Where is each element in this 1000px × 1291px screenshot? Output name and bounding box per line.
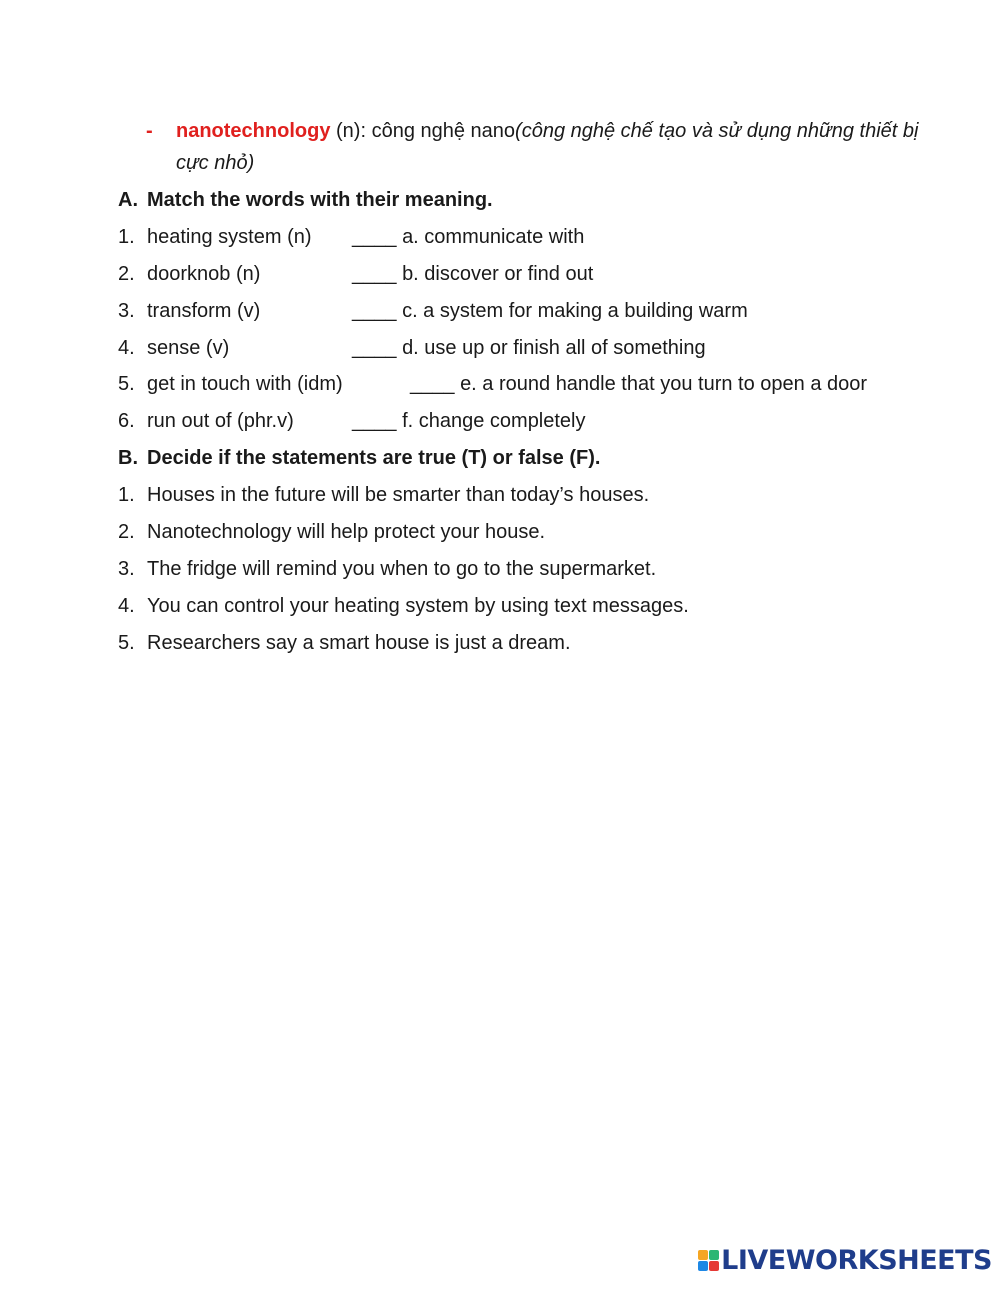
match-meaning: e. a round handle that you turn to open a door [460, 373, 868, 395]
item-number: 2. [118, 521, 135, 543]
vocab-definition-line2: cực nhỏ) [176, 152, 255, 174]
statement-text: Researchers say a smart house is just a dream. [147, 632, 571, 654]
section-a-marker: A. [118, 189, 138, 211]
match-word: heating system (n) [147, 226, 312, 248]
answer-blank[interactable]: ____ e. a round handle that you turn to open a door [410, 373, 868, 395]
answer-blank[interactable]: ____ b. discover or find out [352, 263, 594, 285]
item-number: 1. [118, 484, 135, 506]
match-word: run out of (phr.v) [147, 410, 294, 432]
answer-blank[interactable]: ____ c. a system for making a building warm [352, 300, 748, 322]
vocab-pos: (n): công nghệ nano [330, 120, 516, 142]
match-word: sense (v) [147, 337, 230, 359]
item-number: 3. [118, 300, 135, 322]
match-meaning: b. discover or find out [402, 263, 594, 285]
answer-blank[interactable]: ____ d. use up or finish all of something [352, 337, 706, 359]
answer-blank[interactable]: ____ a. communicate with [352, 226, 585, 248]
statement-text: You can control your heating system by using text messages. [147, 595, 689, 617]
match-word: doorknob (n) [147, 263, 261, 285]
item-number: 5. [118, 632, 135, 654]
match-word: get in touch with (idm) [147, 373, 343, 395]
match-meaning: f. change completely [402, 410, 586, 432]
liveworksheets-logo [698, 1245, 992, 1275]
vocab-term: nanotechnology [176, 120, 331, 142]
liveworksheets-logo-icon [698, 1250, 719, 1271]
section-a-title: Match the words with their meaning. [147, 189, 493, 211]
statement-text: Nanotechnology will help protect your house. [147, 521, 546, 543]
item-number: 2. [118, 263, 135, 285]
section-b-marker: B. [118, 447, 138, 469]
item-number: 1. [118, 226, 135, 248]
item-number: 6. [118, 410, 135, 432]
item-number: 3. [118, 558, 135, 580]
match-word: transform (v) [147, 300, 261, 322]
statement-text: Houses in the future will be smarter than today’s houses. [147, 484, 650, 506]
section-b-title: Decide if the statements are true (T) or false (F). [147, 447, 601, 469]
match-meaning: d. use up or finish all of something [402, 337, 706, 359]
vocab-dash: - [146, 120, 153, 142]
match-meaning: c. a system for making a building warm [402, 300, 748, 322]
statement-text: The fridge will remind you when to go to the supermarket. [147, 558, 657, 580]
liveworksheets-logo-text: LIVEWORKSHEETS [721, 1244, 992, 1276]
vocab-definition-line1: (công nghệ chế tạo và sử dụng những thiết bị [515, 120, 919, 142]
item-number: 4. [118, 595, 135, 617]
match-meaning: a. communicate with [402, 226, 585, 248]
item-number: 4. [118, 337, 135, 359]
answer-blank[interactable]: ____ f. change completely [352, 410, 586, 432]
item-number: 5. [118, 373, 135, 395]
